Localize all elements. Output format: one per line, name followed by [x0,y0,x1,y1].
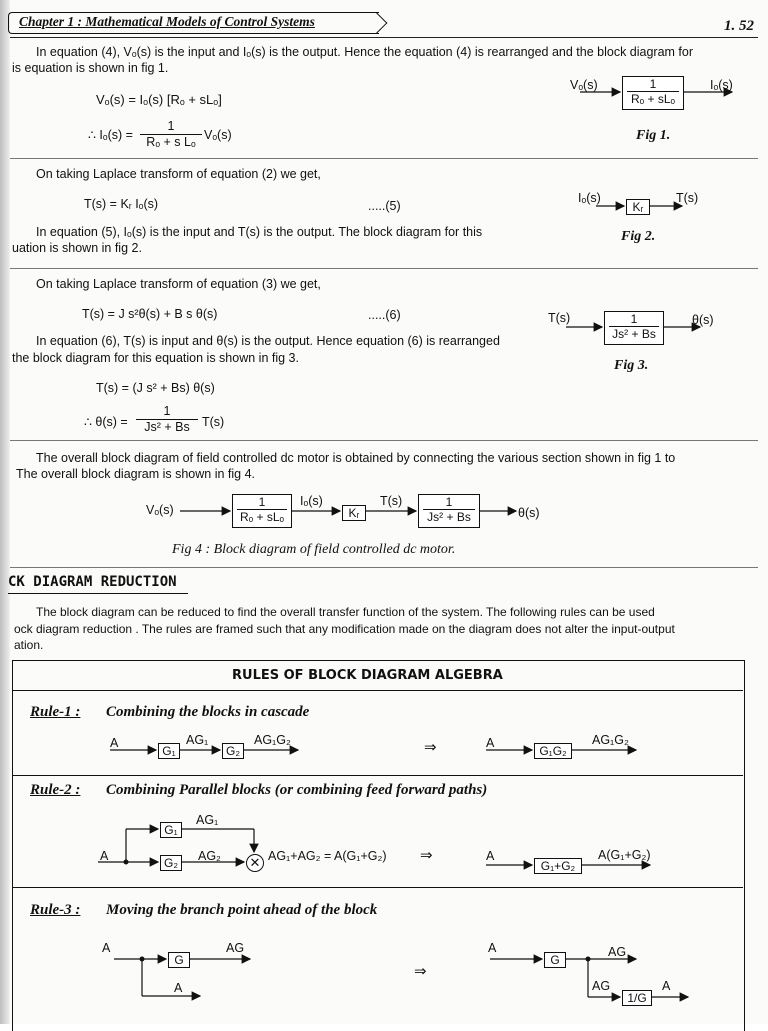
signal-label: θ(s) [518,506,540,520]
fraction-denominator: Js² + Bs [144,420,190,434]
signal-label: Iₒ(s) [710,78,733,92]
signal-label: AG₁ [186,733,209,747]
block-denominator: Rₒ + sLₒ [239,510,285,524]
signal-label: Vₒ(s) [570,78,598,92]
signal-label: AG₁ [196,813,219,827]
signal-label: AG [226,941,245,955]
block-g1-plus-g2: G₁+G₂ [534,858,582,874]
equivalent-arrow: ⇒ [420,847,433,864]
block-g: G [168,952,190,968]
paragraph: ation. [14,638,44,652]
block-g1g2: G₁G₂ [534,743,572,759]
equation-rhs: Vₒ(s) [204,128,232,142]
page-number: 1. 52 [724,18,754,34]
section-heading: CK DIAGRAM REDUCTION [8,574,177,590]
block-numerator: 1 [237,495,287,510]
signal-label: T(s) [548,311,571,325]
rule-title: Combining the blocks in cascade [106,704,310,720]
block-denominator: Rₒ + sLₒ [630,92,676,106]
rule-title: Moving the branch point ahead of the block [106,902,378,918]
block-denominator: Js² + Bs [427,510,471,524]
paragraph: The overall block diagram is shown in fig 4. [16,467,256,481]
signal-label: T(s) [380,494,403,508]
paragraph: The overall block diagram of field controlled dc motor is obtained by connecting the various section shown in fig 1 to [36,451,676,465]
block-numerator: 1 [627,77,679,92]
figure-caption: Fig 3. [614,358,649,373]
signal-label: A [174,981,183,995]
signal-label: Vₒ(s) [146,503,174,517]
fraction-denominator: Rₒ + s Lₒ [146,135,196,149]
paragraph: In equation (5), Iₒ(s) is the input and T(s) is the output. The block diagram for this [36,225,483,239]
rule-label: Rule-3 : [30,902,81,918]
signal-label: A [110,736,119,750]
paragraph: The block diagram can be reduced to find the overall transfer function of the system. The following rules can be used [36,605,655,619]
equation: T(s) = (J s² + Bs) θ(s) [96,381,215,395]
block-g2: G₂ [222,743,244,759]
paragraph: the block diagram for this equation is shown in fig 3. [12,351,299,365]
signal-label: A [488,941,497,955]
paragraph: On taking Laplace transform of equation (3) we get, [36,277,321,291]
equation-rhs: T(s) [202,415,225,429]
summing-point: ✕ [246,854,264,872]
signal-label: A [486,736,495,750]
paragraph: ock diagram reduction . The rules are framed such that any modification made on the diagram does not alter the input-output [14,622,675,636]
rules-title: RULES OF BLOCK DIAGRAM ALGEBRA [232,668,503,683]
figure-caption: Fig 4 : Block diagram of field controlled dc motor. [172,542,456,557]
signal-label: Iₒ(s) [300,494,323,508]
fraction-numerator: 1 [136,404,198,420]
signal-label: AG [608,945,627,959]
equation-number: .....(6) [368,308,401,322]
transfer-block: Kᵣ [342,505,366,521]
equation: Vₒ(s) = Iₒ(s) [Rₒ + sLₒ] [96,92,222,107]
equation-number: .....(5) [368,199,401,213]
block-inverse-g: 1/G [622,990,652,1006]
signal-label: AG₂ [198,849,221,863]
paragraph: uation is shown in fig 2. [12,241,142,255]
block-g2: G₂ [160,855,182,871]
figure-caption: Fig 2. [621,229,656,244]
block-g1: G₁ [158,743,180,759]
signal-label: A [662,979,671,993]
signal-label: AG [592,979,611,993]
signal-label: A [486,849,495,863]
signal-label: A [100,849,109,863]
signal-label: AG₁+AG₂ = A(G₁+G₂) [268,849,387,863]
equation: T(s) = Kᵣ Iₒ(s) [84,197,159,211]
signal-label: A [102,941,111,955]
transfer-block: Kᵣ [626,199,650,215]
figure-caption: Fig 1. [636,128,671,143]
signal-label: T(s) [676,191,699,205]
rule-label: Rule-1 : [30,704,81,720]
equation: T(s) = J s²θ(s) + B s θ(s) [82,307,218,321]
paragraph: In equation (6), T(s) is input and θ(s) is the output. Hence equation (6) is rearranged [36,334,500,348]
block-numerator: 1 [423,495,475,510]
chapter-title: Chapter 1 : Mathematical Models of Control Systems [19,14,315,29]
signal-label: θ(s) [692,313,714,327]
equation-lhs: ∴ Iₒ(s) = [88,128,133,142]
signal-label: AG₁G₂ [592,733,629,747]
paragraph: In equation (4), Vₒ(s) is the input and Iₒ(s) is the output. Hence the equation (4) is rearranged and the block diagram for [36,45,694,59]
fraction-numerator: 1 [140,119,202,135]
equivalent-arrow: ⇒ [424,739,437,756]
block-denominator: Js² + Bs [612,327,656,341]
signal-label: A(G₁+G₂) [598,848,651,862]
block-numerator: 1 [609,312,659,327]
block-g: G [544,952,566,968]
block-g1: G₁ [160,822,182,838]
signal-label: Iₒ(s) [578,191,601,205]
signal-label: AG₁G₂ [254,733,291,747]
rule-title: Combining Parallel blocks (or combining feed forward paths) [106,782,488,798]
equation-lhs: ∴ θ(s) = [84,415,128,429]
paragraph: On taking Laplace transform of equation (2) we get, [36,167,321,181]
paragraph: is equation is shown in fig 1. [12,61,169,75]
rule-label: Rule-2 : [30,782,81,798]
equivalent-arrow: ⇒ [414,963,427,980]
